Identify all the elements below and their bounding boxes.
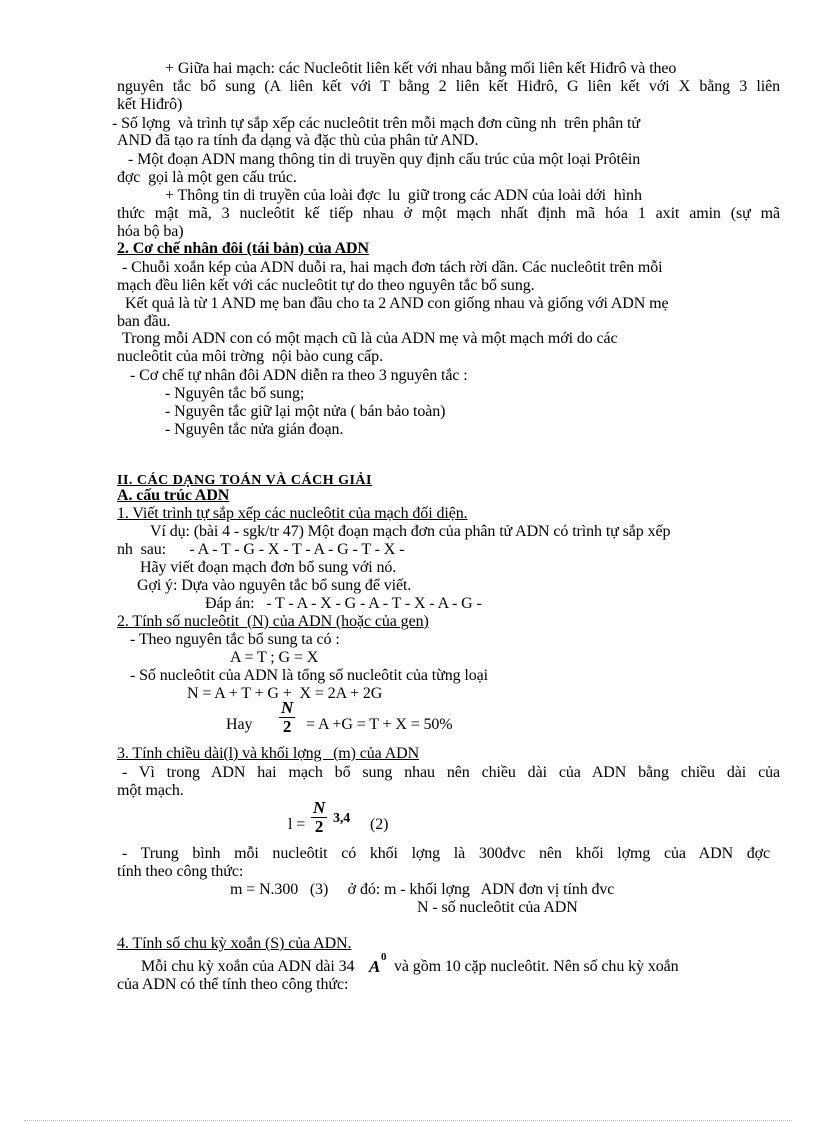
q3-fraction: [311, 799, 327, 836]
q4-unit: A: [369, 957, 381, 976]
q3-p2-line1: - Trung bình mỗi nucleôtit có khối lợng là 300đvc nên khối lợmg của ADN đợc: [122, 845, 770, 862]
q3-l-lhs: l =: [288, 816, 306, 833]
s1-p1-line2: nguyên tắc bổ sung (A liên kết với T bằng 2 liên kết Hiđrô, G liên kết với X bằng 3 liên: [117, 78, 780, 95]
s2-p1-line2: mạch đều liên kết với các nucleôtit tự do theo nguyên tắc bổ sung.: [117, 277, 535, 294]
page-bottom-rule: [24, 1120, 792, 1121]
q2-frac-num: N: [281, 698, 294, 717]
q2-line4: N = A + T + G + X = 2A + 2G: [187, 685, 383, 702]
part2-heading: II. CÁC DẠNG TOÁN VÀ CÁCH GIẢI: [117, 473, 372, 488]
q4-unit-sup: 0: [381, 951, 387, 963]
part2-subheading: A. cấu trúc ADN: [117, 487, 230, 504]
q2-line2: A = T ; G = X: [230, 649, 319, 666]
s2-p4: - Cơ chế tự nhân đôi ADN diễn ra theo 3 nguyên tắc :: [130, 367, 468, 384]
q2-frac-den: 2: [282, 717, 292, 736]
s2-p2-line1: Kết quả là từ 1 AND mẹ ban đầu cho ta 2 AND con giống nhau và giống với ADN mẹ: [125, 295, 669, 312]
q1-title: 1. Viết trình tự sắp xếp các nucleôtit của mạch đối diện.: [117, 505, 468, 522]
s1-p1-line1: + Giữa hai mạch: các Nucleôtit liên kết với nhau bằng mối liên kết Hiđrô và theo: [165, 60, 677, 77]
s1-p4-line1: + Thông tin di truyền của loài đợc lu giữ trong các ADN của loài dới hình: [165, 187, 642, 204]
q3-eq-no: (2): [370, 816, 389, 833]
q2-title: 2. Tính số nucleôtit (N) của ADN (hoặc của gen): [117, 613, 429, 630]
q3-title: 3. Tính chiều dài(l) và khối lợng (m) của ADN: [117, 745, 420, 762]
q3-p1-line2: một mạch.: [117, 782, 184, 799]
q2-fraction: [279, 699, 295, 736]
q3-m-note: N - số nucleôtit của ADN: [417, 899, 578, 916]
q1-line2: nh sau: - A - T - G - X - T - A - G - T - X -: [117, 541, 405, 558]
q3-p1-line1: - Vì trong ADN hai mạch bổ sung nhau nên chiều dài của ADN bằng chiều dài của: [122, 764, 780, 781]
q3-frac-den: 2: [314, 817, 324, 836]
s2-rule-3: - Nguyên tắc nửa gián đoạn.: [165, 421, 344, 438]
section2-heading: 2. Cơ chế nhân đôi (tái bản) của ADN: [117, 240, 369, 257]
s1-p4-line3: hóa bộ ba): [117, 223, 184, 240]
s1-p4-line2: thức mật mã, 3 nucleôtit kế tiếp nhau ở một mạch nhất định mã hóa 1 axit amin (sự mã: [117, 205, 780, 222]
q2-hay: Hay: [226, 716, 253, 733]
s2-rule-1: - Nguyên tắc bổ sung;: [165, 385, 305, 402]
q4-p2: của ADN có thể tính theo công thức:: [117, 976, 349, 993]
s1-p2-line2: AND đã tạo ra tính đa dạng và đặc thù của phân tử AND.: [117, 132, 479, 149]
q1-line3: Hãy viết đoạn mạch đơn bổ sung với nó.: [140, 559, 397, 576]
q2-line1: - Theo nguyên tắc bổ sung ta có :: [130, 631, 340, 648]
q4-title: 4. Tính số chu kỳ xoắn (S) của ADN.: [117, 935, 352, 952]
s2-p3-line1: Trong mỗi ADN con có một mạch cũ là của ADN mẹ và một mạch mới do các: [122, 330, 618, 347]
q1-answer: Đáp án: - T - A - X - G - A - T - X - A - G -: [205, 595, 482, 612]
q3-frac-num: N: [313, 798, 326, 817]
s2-p2-line2: ban đầu.: [117, 313, 171, 330]
s2-rule-2: - Nguyên tắc giữ lại một nửa ( bán bảo toàn): [165, 403, 446, 420]
s1-p2-line1: - Số lợng và trình tự sắp xếp các nucleôtit trên mỗi mạch đơn cũng nh trên phân tử: [112, 115, 640, 132]
q2-line3: - Số nucleôtit của ADN là tổng số nucleôtit của từng loại: [130, 667, 489, 684]
q2-rhs: = A +G = T + X = 50%: [306, 716, 453, 733]
q3-m-eq: m = N.300 (3) ở đó: m - khối lợng ADN đơn vị tính đvc: [230, 881, 615, 898]
s1-p1-line3: kết Hiđrô): [117, 96, 183, 113]
s1-p3-line1: - Một đoạn ADN mang thông tin di truyền quy định cấu trúc của một loại Prôtêin: [128, 151, 641, 168]
q1-line4: Gợi ý: Dựa vào nguyên tắc bổ sung để viết.: [137, 577, 412, 594]
q3-factor: 3,4: [333, 811, 351, 826]
q4-p1-a: Mỗi chu kỳ xoắn của ADN dài 34: [141, 958, 355, 975]
q1-line1: Ví dụ: (bài 4 - sgk/tr 47) Một đoạn mạch đơn của phân tử ADN có trình tự sắp xếp: [150, 523, 671, 540]
s2-p1-line1: - Chuỗi xoắn kép của ADN duỗi ra, hai mạch đơn tách rời dần. Các nucleôtit trên mỗi: [122, 259, 663, 276]
q3-p2-line2: tính theo công thức:: [117, 863, 244, 880]
s2-p3-line2: nucleôtit của môi trờng nội bào cung cấp.: [117, 348, 383, 365]
q4-p1-b: và gồm 10 cặp nucleôtit. Nên số chu kỳ xoắn: [394, 958, 679, 975]
s1-p3-line2: đợc gọi là một gen cấu trúc.: [117, 169, 297, 186]
